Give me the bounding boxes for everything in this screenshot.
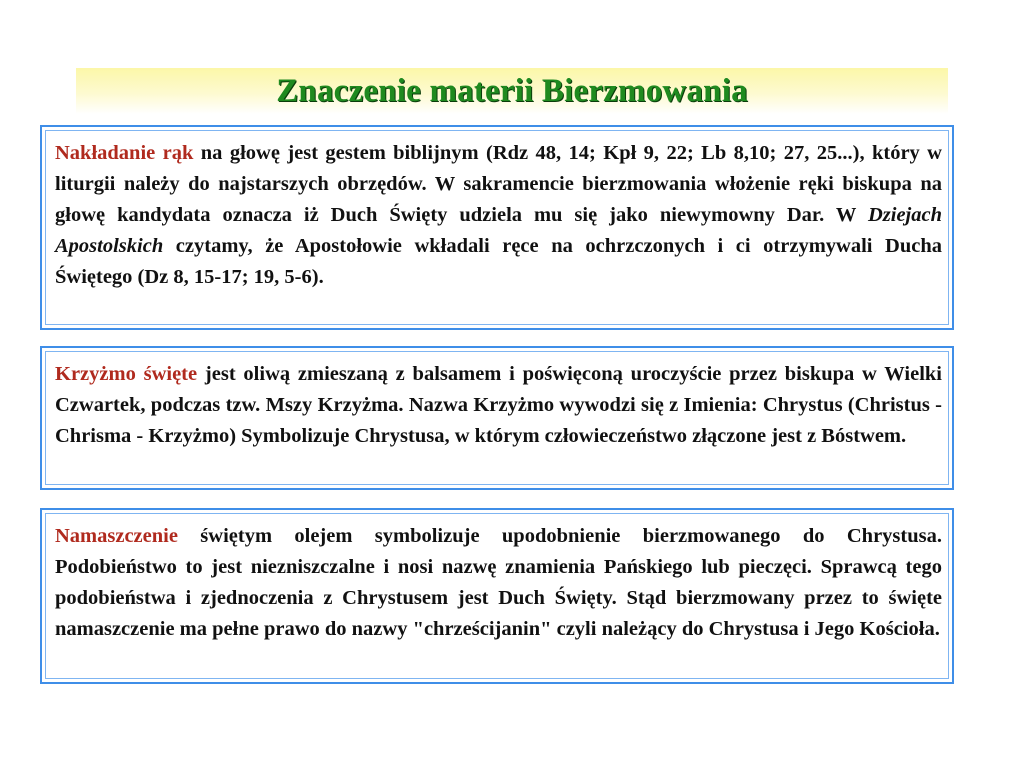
section-term: Krzyżmo święte	[55, 363, 198, 385]
section-body: jest oliwą zmieszaną z balsamem i poświęconą uroczyście przez biskupa w Wielki Czwartek, podczas tzw. Mszy Krzyżma. Nazwa Krzyżmo wywodzi się z Imienia: Chrystus (Christus - Chrisma - Krzyżmo) Symbolizuje Chrystusa, w którym człowieczeństwo złączone jest z Bóstwem.	[55, 363, 942, 447]
section-body: świętym olejem symbolizuje upodobnienie bierzmowanego do Chrystusa. Podobieństwo to jest niezniszczalne i nosi nazwę znamienia Pańskiego lub pieczęci. Sprawcą tego podobieństwa i zjednoczenia z Chrystusem jest Duch Święty. Stąd bierzmowany przez to święte namaszczenie ma pełne prawo do nazwy "chrześcijanin" czyli należący do Chrystusa i Jego Kościoła.	[55, 525, 942, 640]
title-banner	[76, 68, 948, 114]
section-term: Namaszczenie	[55, 525, 178, 547]
section-anointing	[40, 508, 954, 684]
section-book-title: Dziejach Apostolskich	[55, 204, 942, 257]
section-laying-on-hands	[40, 125, 954, 330]
section-body: czytamy, że Apostołowie wkładali ręce na ochrzczonych i ci otrzymywali Ducha Świętego (Dz 8, 15-17; 19, 5-6).	[55, 235, 942, 288]
section-text	[55, 359, 942, 452]
section-term: Nakładanie rąk	[55, 142, 194, 164]
section-text	[55, 521, 942, 645]
section-holy-chrism	[40, 346, 954, 490]
section-body: na głowę jest gestem biblijnym (Rdz 48, 14; Kpł 9, 22; Lb 8,10; 27, 25...), który w liturgii należy do najstarszych obrzędów. W sakramencie bierzmowania włożenie ręki biskupa na głowę kandydata oznacza iż Duch Święty udziela mu się jako niewymowny Dar. W	[55, 142, 942, 226]
section-text	[55, 138, 942, 293]
page-title: Znaczenie materii Bierzmowania	[276, 73, 748, 109]
